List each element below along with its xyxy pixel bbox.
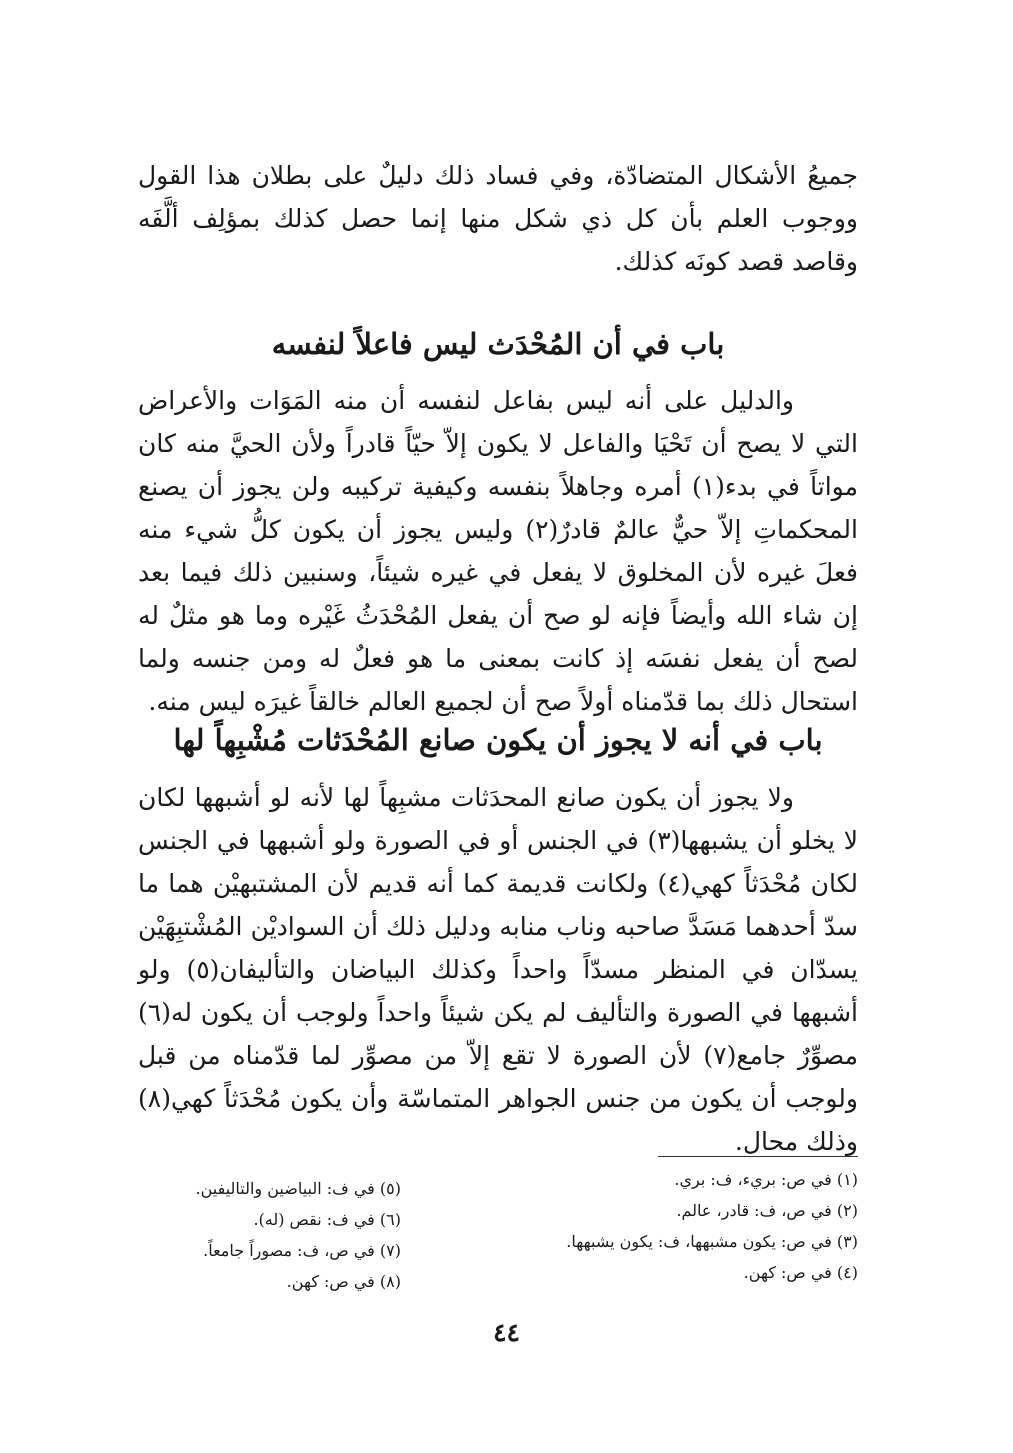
paragraph-section-1: والدليل على أنه ليس بفاعل لنفسه أن منه المَوَات والأعراض التي لا يصح أن تَحْيَا والفاعل لا يكون إلاّ حيّاً قادراً ولأن الحيَّ منه كان مواتاً في بدء(١) أمره وجاهلاً بنفسه وكيفية تركيبه ولن يجوز أن يصنع المحكماتِ إلاّ حيٌّ عالمٌ قادرٌ(٢) وليس يجوز أن يكون كلُّ شيء منه فعلَ غيره لأن المخلوق لا يفعل في غيره شيئاً، وسنبين ذلك فيما بعد إن شاء الله وأيضاً فإنه لو صح أن يفعل المُحْدَثُ غَيْره وما هو مثلٌ له لصح أن يفعل نفسَه إذ كانت بمعنى ما هو فعلٌ له ومن جنسه ولما استحال ذلك بما قدّمناه أولاً صح أن لجميع العالم خالقاً غيرَه ليس منه. xyxy=(138,386,858,716)
footnote-2: (٢) في ص، ف: قادر، عالم. xyxy=(676,1201,858,1220)
section-heading-2: باب في أنه لا يجوز أن يكون صانع المُحْدَثات مُشْبِهاً لها xyxy=(173,723,823,757)
footnote-5: (٥) في ف: البياضين والتاليفين. xyxy=(195,1179,401,1198)
footnote-4: (٤) في ص: كهن. xyxy=(743,1263,858,1282)
footnote-1: (١) في ص: بريء، ف: بري. xyxy=(674,1170,858,1189)
footnotes-column-right xyxy=(518,1164,858,1288)
section-heading-1: باب في أن المُحْدَث ليس فاعلاً لنفسه xyxy=(271,327,725,361)
footnote-3: (٣) في ص: يكون مشبهها، ف: يكون يشبهها. xyxy=(566,1232,858,1251)
paragraph-intro: جميعُ الأشكال المتضادّة، وفي فساد ذلك دليلٌ على بطلان هذا القول ووجوب العلم بأن كل ذي شكل منها إنما حصل كذلك بمؤلِف ألَّفَه وقاصد قصد كونَه كذلك. xyxy=(138,161,858,276)
paragraph-section-2: ولا يجوز أن يكون صانع المحدَثات مشبِهاً لها لأنه لو أشبهها لكان لا يخلو أن يشبهها(٣) في الجنس أو في الصورة ولو أشبهها في الجنس لكان مُحْدَثاً كهي(٤) ولكانت قديمة كما أنه قديم لأن المشتبهيْن هما ما سدّ أحدهما مَسَدَّ صاحبه وناب منابه ودليل ذلك أن السواديْن المُشْتبِهَيْن يسدّان في المنظر مسدّاً واحداً وكذلك البياضان والتأليفان(٥) ولو أشبهها في الصورة والتأليف لم يكن شيئاً واحداً ولوجب أن يكون له(٦) مصوِّرٌ جامع(٧) لأن الصورة لا تقع إلاّ من مصوِّر لما قدّمناه من قبل ولوجب أن يكون من جنس الجواهر المتماسّة وأن يكون مُحْدَثاً كهي(٨) وذلك محال. xyxy=(138,783,858,1156)
footnote-6: (٦) في ف: نقص (له). xyxy=(253,1210,401,1229)
footnote-7: (٧) في ص، ف: مصوراً جامعاً. xyxy=(203,1241,401,1260)
footnote-divider xyxy=(658,1156,858,1157)
footnote-8: (٨) في ص: كهن. xyxy=(286,1272,401,1291)
page-number: ٤٤ xyxy=(493,1318,520,1347)
footnotes-column-left xyxy=(141,1173,401,1297)
